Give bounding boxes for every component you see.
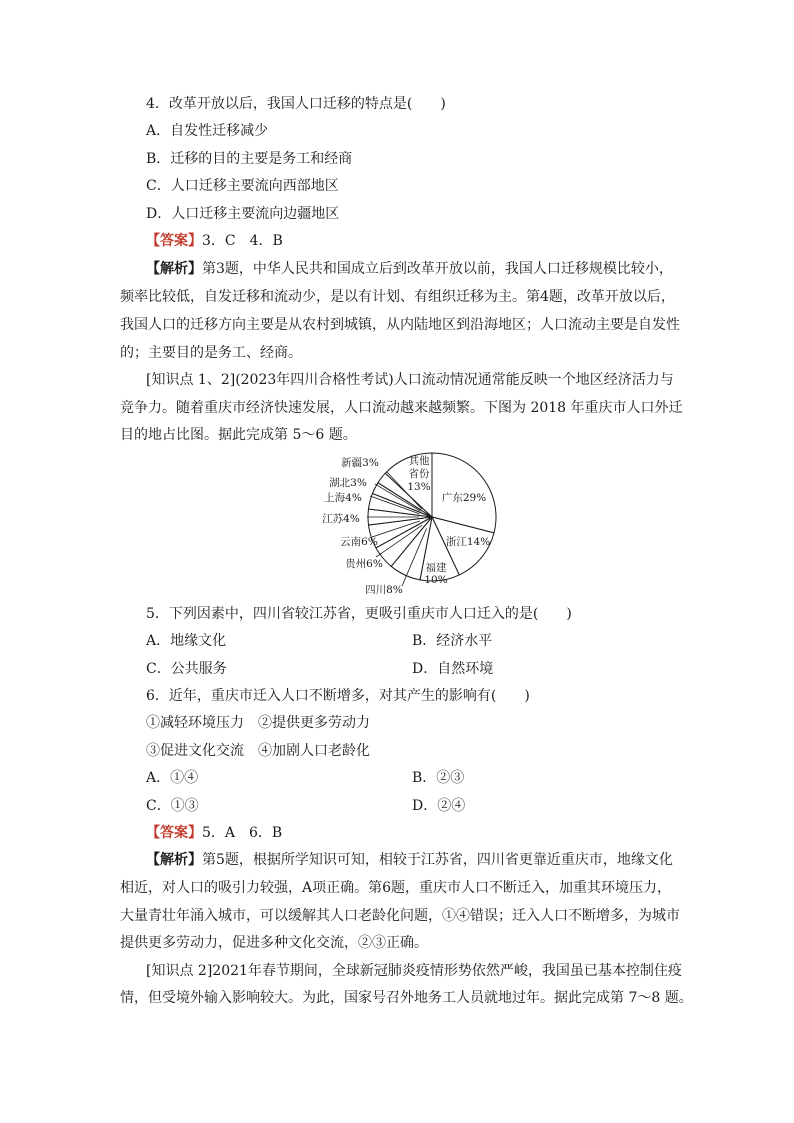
q4-option-a: A．自发性迁移减少	[146, 123, 269, 139]
intro-7-8-line2: 情，但受境外输入影响较大。为此，国家号召外地务工人员就地过年。据此完成第 7～8 题。	[120, 990, 693, 1006]
q4-option-d: D．人口迁移主要流向边疆地区	[146, 206, 340, 222]
pie-label: 福建 10%	[424, 562, 448, 586]
q5-stem: 5．下列因素中，四川省较江苏省，更吸引重庆市人口迁入的是( )	[146, 606, 572, 622]
q6-option-b: B．②③	[412, 770, 465, 786]
explanation-5-6-line3: 大量青壮年涌入城市，可以缓解其人口老龄化问题，①④错误；迁入人口不断增多，为城市	[120, 908, 680, 924]
pie-label: 贵州6%	[345, 558, 383, 570]
answer-text: 3．C 4．B	[202, 233, 283, 249]
q6-items-1: ①减轻环境压力 ②提供更多劳动力	[146, 715, 370, 731]
explanation-3-4-line4: 的；主要目的是务工、经商。	[120, 345, 302, 361]
pie-label: 广东29%	[441, 492, 487, 504]
explanation-text: 第3题，中华人民共和国成立后到改革开放以前，我国人口迁移规模比较小，	[202, 261, 673, 277]
q4-option-c: C．人口迁移主要流向西部地区	[146, 178, 339, 194]
q4-stem: 4．改革开放以后，我国人口迁移的特点是( )	[146, 96, 446, 112]
explanation-text: 第5题，根据所学知识可知，相较于江苏省，四川省更靠近重庆市，地缘文化	[202, 852, 673, 868]
answer-5-6	[146, 823, 282, 843]
pie-label: 云南6%	[340, 536, 378, 548]
intro-5-6-line3: 目的地占比图。据此完成第 5～6 题。	[120, 427, 357, 443]
explanation-3-4-line3: 我国人口的迁移方向主要是从农村到城镇，从内陆地区到沿海地区；人口流动主要是自发性	[120, 317, 680, 333]
pie-label: 上海4%	[324, 492, 362, 504]
answer-3-4	[146, 231, 283, 251]
explanation-5-6-line2: 相近，对人口的吸引力较强，A项正确。第6题，重庆市人口不断迁入，加重其环境压力，	[120, 880, 672, 896]
pie-label: 湖北3%	[329, 477, 367, 489]
q5-option-b: B．经济水平	[412, 633, 493, 649]
q6-items-2: ③促进文化交流 ④加剧人口老龄化	[146, 743, 370, 759]
answer-text: 5．A 6．B	[202, 825, 283, 841]
explanation-5-6-line1	[146, 850, 673, 870]
pie-label: 新疆3%	[341, 457, 379, 469]
explanation-tag: 【解析】	[146, 261, 202, 277]
answer-tag: 【答案】	[146, 825, 202, 841]
q6-stem: 6．近年，重庆市迁入人口不断增多，对其产生的影响有( )	[146, 688, 530, 704]
q5-option-c: C．公共服务	[146, 661, 227, 677]
pie-label: 浙江14%	[445, 536, 491, 548]
q6-option-c: C．①③	[146, 798, 199, 814]
intro-7-8-line1: [知识点 2]2021年春节期间，全球新冠肺炎疫情形势依然严峻，我国虽已基本控制住疫	[146, 963, 682, 979]
pie-label: 其他省份 13%	[407, 455, 431, 493]
pie-chart	[320, 448, 510, 598]
q5-option-a: A．地缘文化	[146, 633, 227, 649]
q4-option-b: B．迁移的目的主要是务工和经商	[146, 151, 353, 167]
explanation-tag: 【解析】	[146, 852, 202, 868]
intro-5-6-line1: [知识点 1、2](2023年四川合格性考试)人口流动情况通常能反映一个地区经济活力与	[146, 372, 674, 388]
q6-option-d: D．②④	[412, 798, 466, 814]
pie-label: 江苏4%	[322, 513, 360, 525]
explanation-5-6-line4: 提供更多劳动力，促进多种文化交流，②③正确。	[120, 935, 428, 951]
answer-tag: 【答案】	[146, 233, 202, 249]
explanation-3-4-line2: 频率比较低，自发迁移和流动少，是以有计划、有组织迁移为主。第4题，改革开放以后，	[120, 289, 675, 305]
q5-option-d: D．自然环境	[412, 661, 494, 677]
pie-label: 四川8%	[365, 584, 403, 596]
q6-option-a: A．①④	[146, 770, 199, 786]
explanation-3-4-line1	[146, 259, 673, 279]
intro-5-6-line2: 竞争力。随着重庆市经济快速发展，人口流动越来越频繁。下图为 2018 年重庆市人口外迁	[120, 400, 683, 416]
